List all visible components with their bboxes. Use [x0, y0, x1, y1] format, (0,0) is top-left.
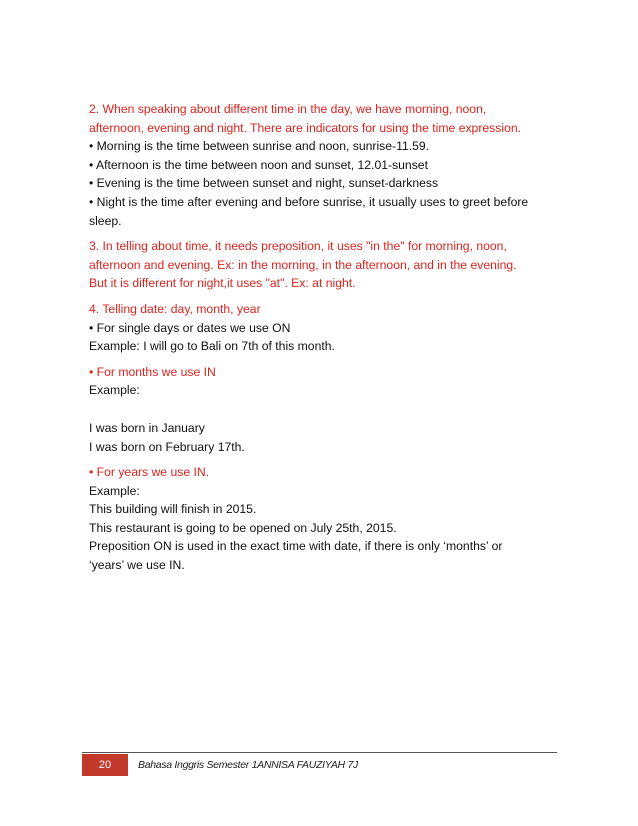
footer-text: Bahasa Inggris Semester 1ANNISA FAUZIYAH 7J: [138, 759, 358, 771]
months-example-item: I was born in January: [89, 420, 205, 435]
years-example-item: ‘years’ we use IN.: [89, 558, 185, 573]
page-footer: [82, 752, 557, 776]
bullet-morning: • Morning is the time between sunrise and noon, sunrise-11.59.: [89, 139, 430, 154]
section-3-line: But it is different for night,it uses "at". Ex: at night.: [89, 276, 356, 291]
months-example-item: I was born on February 17th.: [89, 439, 245, 454]
years-example-item: This building will finish in 2015.: [89, 502, 257, 517]
section-3-line: afternoon and evening. Ex: in the morning, in the afternoon, and in the evening.: [89, 257, 517, 272]
years-example-item: Preposition ON is used in the exact time with date, if there is only ‘months’ or: [89, 539, 503, 554]
years-example-item: This restaurant is going to be opened on July 25th, 2015.: [89, 520, 397, 535]
days-rule: • For single days or dates we use ON: [89, 320, 291, 335]
bullet-night-cont: sleep.: [89, 213, 122, 228]
years-rule: • For years we use IN.: [89, 465, 210, 480]
bullet-afternoon: • Afternoon is the time between noon and sunset, 12.01-sunset: [89, 157, 428, 172]
months-rule: • For months we use IN: [89, 364, 216, 379]
years-example-label: Example:: [89, 483, 140, 498]
section-4-heading: 4. Telling date: day, month, year: [89, 301, 261, 316]
section-4: [89, 300, 559, 575]
bullet-evening: • Evening is the time between sunset and night, sunset-darkness: [89, 176, 439, 191]
section-2-line: afternoon, evening and night. There are indicators for using the time expression.: [89, 120, 522, 135]
days-example: Example: I will go to Bali on 7th of this month.: [89, 339, 335, 354]
section-3-line: 3. In telling about time, it needs preposition, it uses "in the" for morning, noon,: [89, 239, 507, 254]
section-2: [89, 100, 559, 230]
page-body: [89, 100, 559, 575]
section-3: [89, 237, 559, 293]
months-example-label: Example:: [89, 383, 140, 398]
bullet-night: • Night is the time after evening and before sunrise, it usually uses to greet before: [89, 194, 529, 209]
page-number: 20: [82, 754, 128, 776]
section-2-line: 2. When speaking about different time in the day, we have morning, noon,: [89, 102, 487, 116]
footer-divider: [82, 752, 557, 753]
